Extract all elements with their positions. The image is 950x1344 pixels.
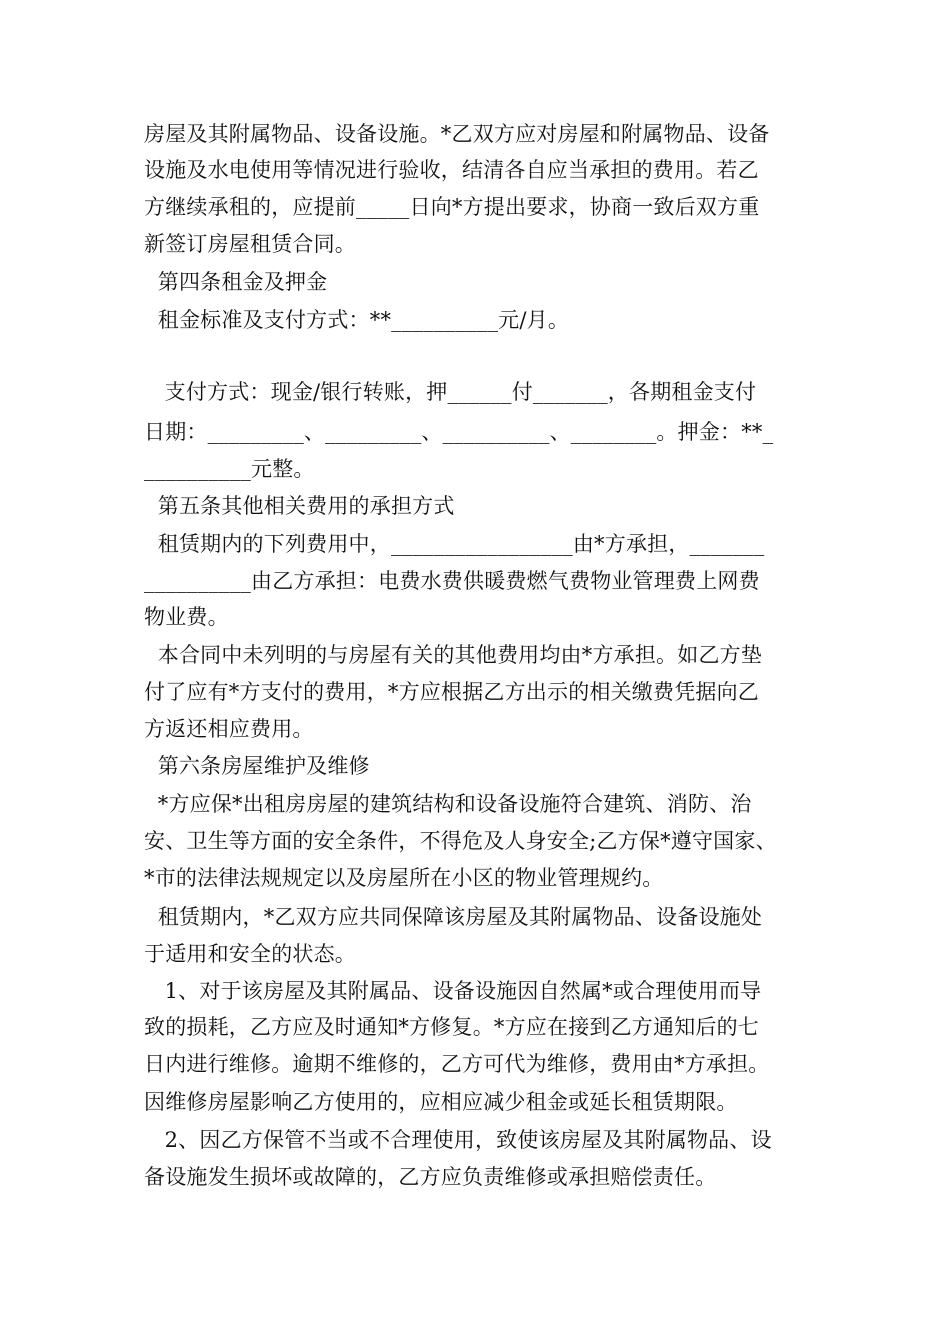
text-line: 因维修房屋影响乙方使用的，应相应减少租金或延长租赁期限。 <box>144 1090 738 1114</box>
text-line: 租金标准及支付方式：**__________元/月。 <box>144 308 570 332</box>
text-line: 租赁期内的下列费用中，_________________由*方承担，_______ <box>144 532 765 556</box>
text-line: 房屋及其附属物品、设备设施。*乙双方应对房屋和附属物品、设备 <box>144 122 770 146</box>
text-line: 设施及水电使用等情况进行验收，结清各自应当承担的费用。若乙 <box>144 158 759 182</box>
text-line: 1、对于该房屋及其附属品、设备设施因自然属*或合理使用而导 <box>144 979 762 1003</box>
text-line: 致的损耗，乙方应及时通知*方修复。*方应在接到乙方通知后的七 <box>144 1015 759 1039</box>
text-line: 租赁期内，*乙双方应共同保障该房屋及其附属物品、设备设施处 <box>144 905 763 929</box>
text-line: *方应保*出租房房屋的建筑结构和设备设施符合建筑、消防、治 <box>144 792 752 816</box>
text-line: 于适用和安全的状态。 <box>144 942 356 966</box>
text-line: 2、因乙方保管不当或不合理使用，致使该房屋及其附属物品、设 <box>144 1128 772 1152</box>
text-line: *市的法律法规规定以及房屋所在小区的物业管理规约。 <box>144 866 664 890</box>
text-line: 备设施发生损坏或故障的，乙方应负责维修或承担赔偿责任。 <box>144 1165 717 1189</box>
text-line: 支付方式：现金/银行转账，押______付_______，各期租金支付 <box>144 380 757 404</box>
text-line: 新签订房屋租赁合同。 <box>144 232 356 256</box>
text-line: 安、卫生等方面的安全条件，不得危及人身安全;乙方保*遵守国家、 <box>144 829 777 853</box>
text-line: 方返还相应费用。 <box>144 717 314 741</box>
article-heading: 第六条房屋维护及维修 <box>144 754 370 778</box>
text-line: 方继续承租的，应提前_____日向*方提出要求，协商一致后双方重 <box>144 195 760 219</box>
text-line: __________元整。 <box>144 457 315 481</box>
text-line: 物业费。 <box>144 605 229 629</box>
text-line: 日内进行维修。逾期不维修的，乙方可代为维修，费用由*方承担。 <box>144 1052 770 1076</box>
text-line: 日期：_________、_________、__________、________。押金：**_ <box>144 420 774 444</box>
text-line: 付了应有*方支付的费用，*方应根据乙方出示的相关缴费凭据向乙 <box>144 680 759 704</box>
text-line: __________由乙方承担：电费水费供暖费燃气费物业管理费上网费 <box>144 569 760 593</box>
article-heading: 第四条租金及押金 <box>144 270 328 294</box>
article-heading: 第五条其他相关费用的承担方式 <box>144 494 455 518</box>
text-line: 本合同中未列明的与房屋有关的其他费用均由*方承担。如乙方垫 <box>144 643 763 667</box>
